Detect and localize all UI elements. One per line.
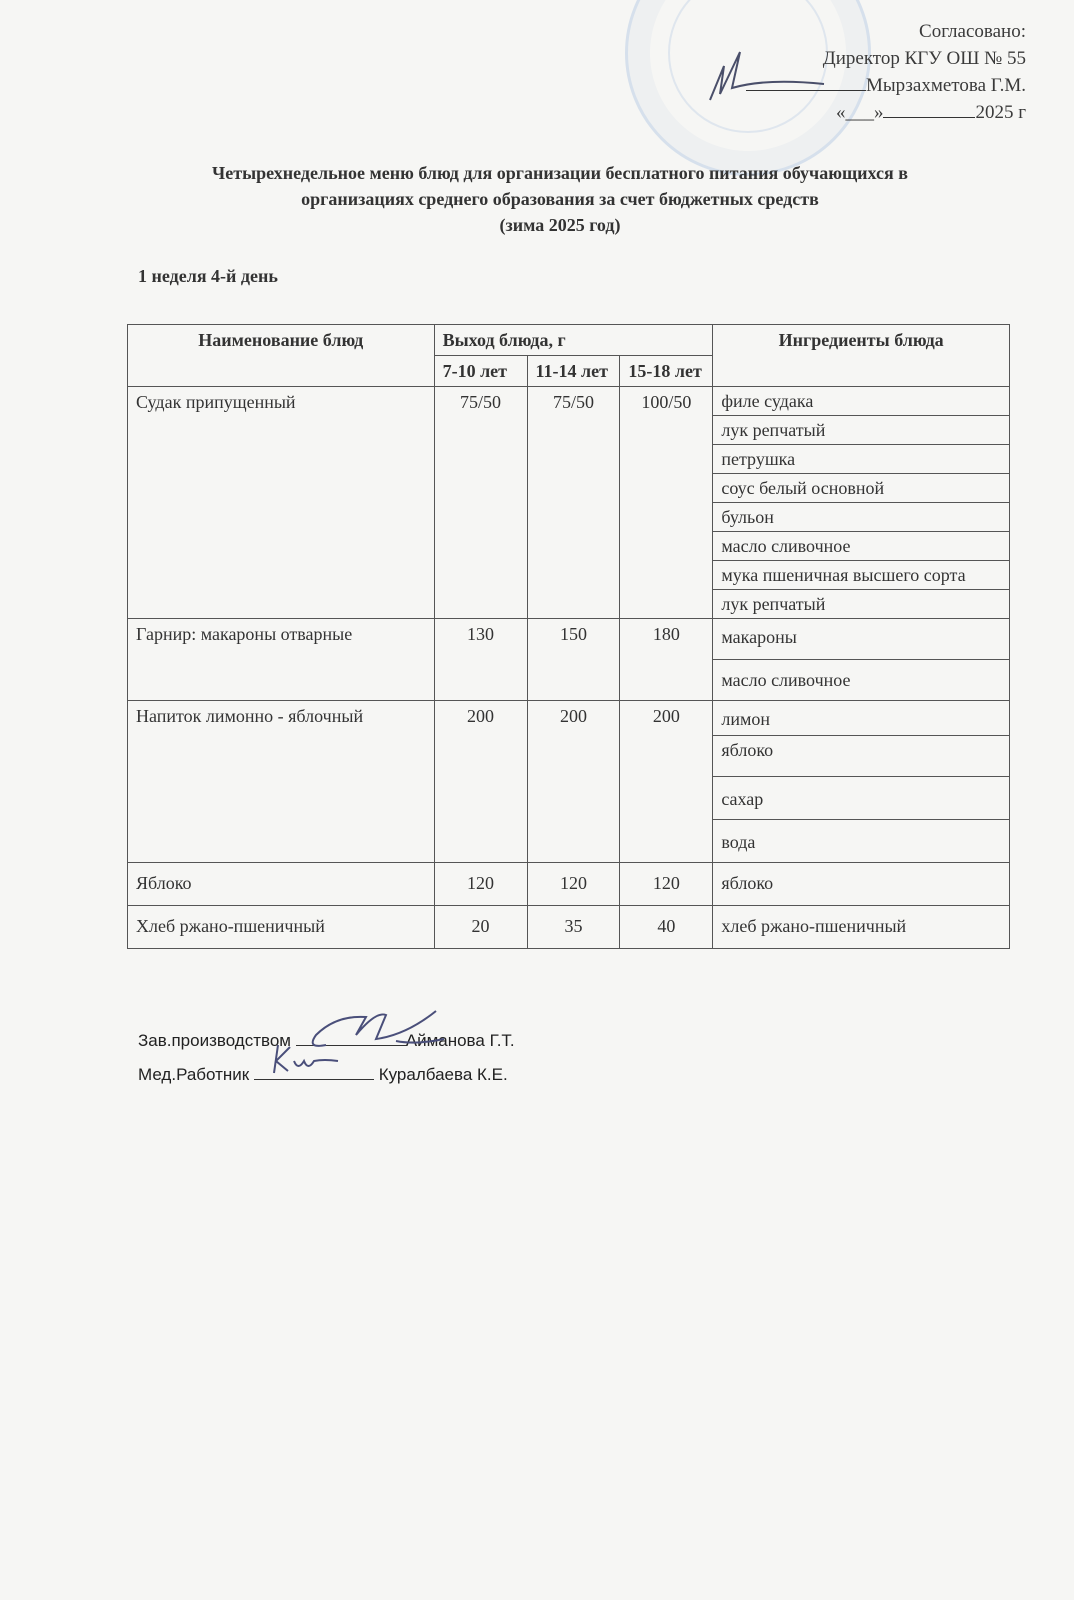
approval-position: Директор КГУ ОШ № 55 xyxy=(822,48,1026,69)
table-row xyxy=(128,701,1010,863)
ingredients-cell xyxy=(713,701,1010,863)
document-title xyxy=(120,160,1000,238)
ingredient: яблоко xyxy=(721,873,774,893)
ingredient: мука пшеничная высшего сорта xyxy=(713,561,1009,590)
medic-signature-line xyxy=(254,1061,374,1080)
yield-11-14: 150 xyxy=(527,619,620,701)
ingredient: петрушка xyxy=(713,445,1009,474)
yield-15-18: 100/50 xyxy=(620,387,713,619)
yield-7-10: 20 xyxy=(434,906,527,949)
medic-name: Куралбаева К.Е. xyxy=(378,1065,508,1084)
approval-date-line xyxy=(746,99,1026,126)
header-ingredients: Ингредиенты блюда xyxy=(713,325,1010,387)
yield-11-14: 120 xyxy=(527,863,620,906)
yield-15-18: 40 xyxy=(620,906,713,949)
table-row xyxy=(128,906,1010,949)
medic-row xyxy=(138,1058,515,1092)
medic-label: Мед.Работник xyxy=(138,1065,250,1084)
table-row xyxy=(128,387,1010,619)
title-line-1: Четырехнедельное меню блюд для организации бесплатного питания обучающихся в xyxy=(212,163,908,183)
ingredient: яблоко xyxy=(713,736,1009,777)
week-day-label: 1 неделя 4-й день xyxy=(138,266,278,286)
approval-name-line xyxy=(746,72,1026,99)
yield-7-10: 200 xyxy=(434,701,527,863)
date-line xyxy=(883,117,975,118)
production-manager-name: Айманова Г.Т. xyxy=(405,1031,515,1050)
ingredients-cell xyxy=(713,863,1010,906)
ingredient: масло сливочное xyxy=(713,532,1009,561)
ingredient: хлеб ржано-пшеничный xyxy=(721,916,907,936)
menu-table xyxy=(127,324,1010,949)
yield-11-14: 75/50 xyxy=(527,387,620,619)
ingredient: макароны xyxy=(713,619,1009,660)
ingredient: соус белый основной xyxy=(713,474,1009,503)
table-row xyxy=(128,619,1010,701)
ingredients-cell xyxy=(713,619,1010,701)
ingredient: филе судака xyxy=(713,387,1009,416)
dish-name: Напиток лимонно - яблочный xyxy=(128,701,435,863)
dish-name: Хлеб ржано-пшеничный xyxy=(128,906,435,949)
title-line-2: организациях среднего образования за счет бюджетных средств xyxy=(301,189,819,209)
approval-agreed: Согласовано: xyxy=(919,21,1026,42)
header-row xyxy=(128,325,1010,356)
dish-name: Яблоко xyxy=(128,863,435,906)
ingredient: лимон xyxy=(713,701,1009,736)
yield-15-18: 180 xyxy=(620,619,713,701)
approval-block xyxy=(746,18,1026,126)
table-row xyxy=(128,863,1010,906)
header-age-15-18: 15-18 лет xyxy=(620,356,713,387)
title-line-3: (зима 2025 год) xyxy=(499,215,621,235)
header-name: Наименование блюд xyxy=(128,325,435,387)
ingredient: сахар xyxy=(713,777,1009,820)
yield-7-10: 120 xyxy=(434,863,527,906)
medic-signature-icon xyxy=(254,1039,344,1079)
ingredients-cell xyxy=(713,906,1010,949)
approval-name: Мырзахметова Г.М. xyxy=(866,75,1026,96)
yield-7-10: 130 xyxy=(434,619,527,701)
ingredient: лук репчатый xyxy=(721,594,826,614)
dish-name: Судак припущенный xyxy=(128,387,435,619)
ingredients-cell xyxy=(713,387,1010,619)
production-manager-label: Зав.производством xyxy=(138,1031,291,1050)
header-age-7-10: 7-10 лет xyxy=(434,356,527,387)
yield-11-14: 200 xyxy=(527,701,620,863)
signatures-footer xyxy=(138,1024,515,1092)
dish-name: Гарнир: макароны отварные xyxy=(128,619,435,701)
header-age-11-14: 11-14 лет xyxy=(527,356,620,387)
header-yield: Выход блюда, г xyxy=(434,325,713,356)
approval-date-prefix: «___» xyxy=(835,102,884,123)
ingredient: бульон xyxy=(713,503,1009,532)
ingredient: масло сливочное xyxy=(721,670,851,690)
approval-date-suffix: 2025 г xyxy=(975,102,1026,123)
yield-15-18: 200 xyxy=(620,701,713,863)
signature-line xyxy=(746,90,866,91)
yield-7-10: 75/50 xyxy=(434,387,527,619)
yield-11-14: 35 xyxy=(527,906,620,949)
ingredient: вода xyxy=(721,832,756,852)
yield-15-18: 120 xyxy=(620,863,713,906)
ingredient: лук репчатый xyxy=(713,416,1009,445)
